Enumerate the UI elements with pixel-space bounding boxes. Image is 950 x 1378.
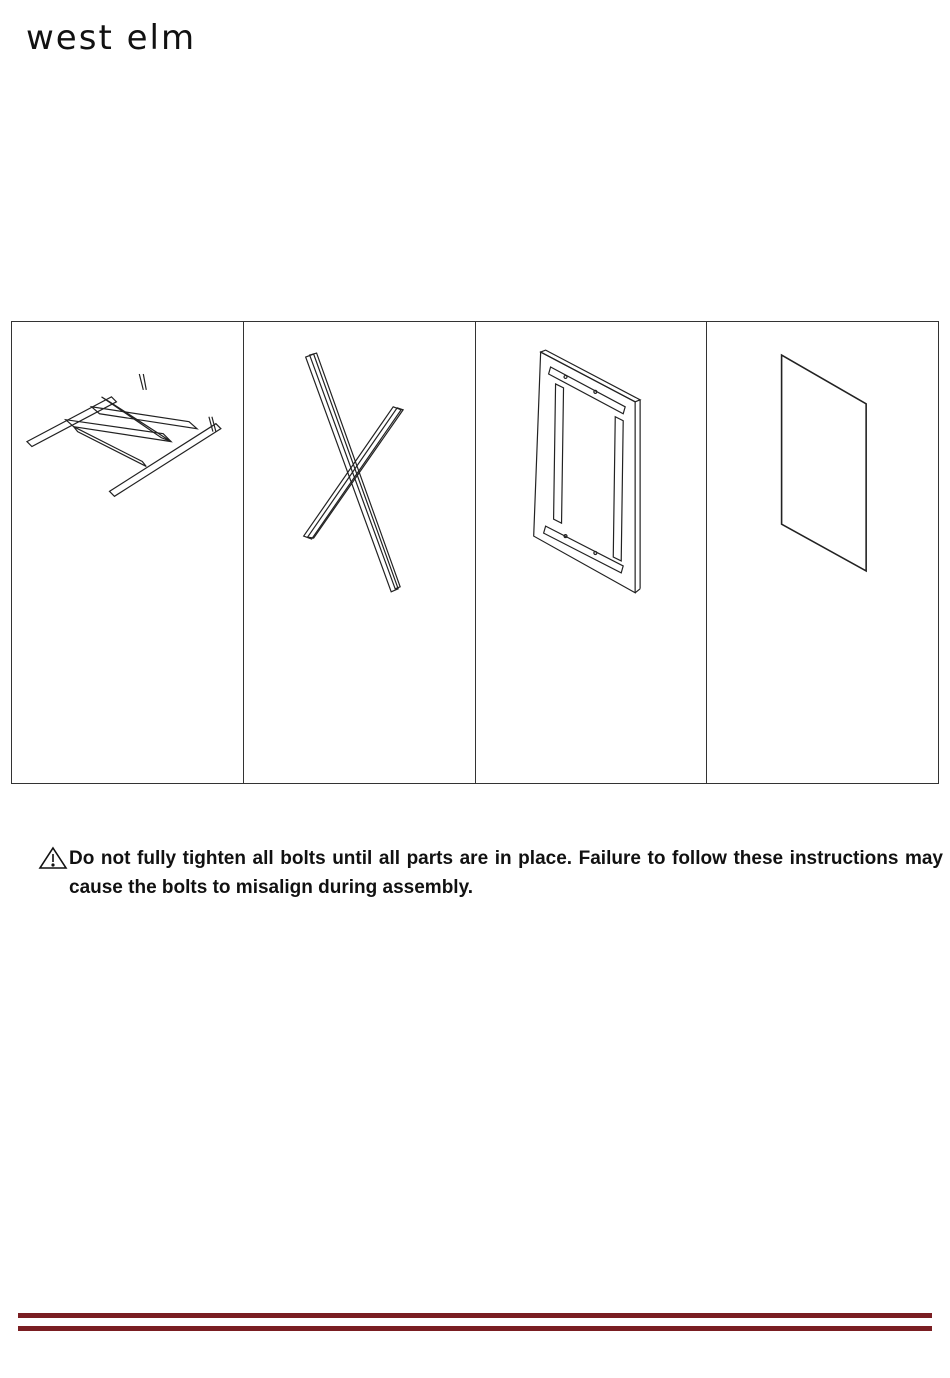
warning-triangle-icon: [38, 846, 68, 870]
parts-table: [11, 321, 939, 784]
warning-text: Do not fully tighten all bolts until all parts are in place. Failure to follow these instructions may cause the bolts to misalign during assembly.: [69, 848, 943, 898]
footer-rule-top: [18, 1313, 932, 1318]
part-cell-x-legs: [244, 322, 476, 783]
part-cell-base-frame: [12, 322, 244, 783]
warning-note: [38, 844, 943, 902]
x-leg-icon: [244, 322, 475, 783]
part-cell-glass-panel: [707, 322, 938, 783]
top-frame-icon: [476, 322, 707, 783]
base-frame-icon: [12, 322, 243, 783]
footer-rule-bottom: [18, 1326, 932, 1331]
glass-panel-icon: [707, 322, 938, 783]
brand-logo: west elm: [26, 18, 197, 58]
part-cell-top-frame: [476, 322, 708, 783]
